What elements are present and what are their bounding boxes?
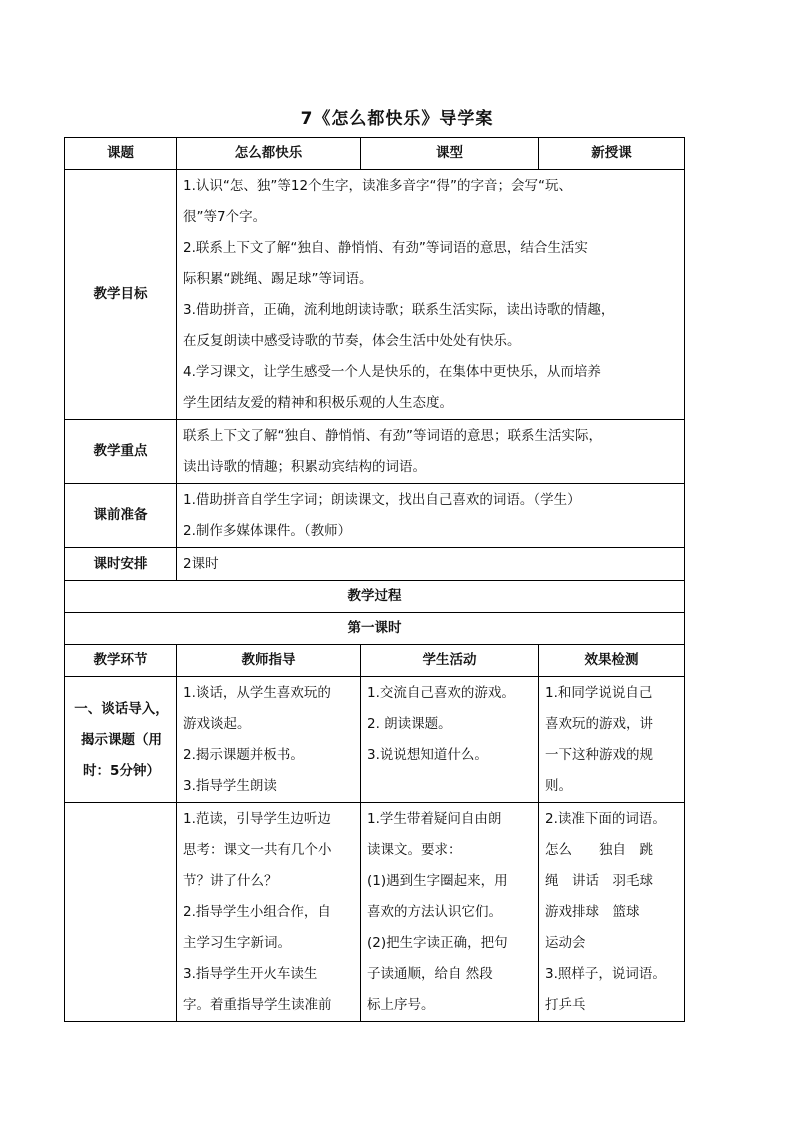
teacher-cell — [177, 803, 361, 1022]
check-line: 打乒乓 — [545, 997, 586, 1013]
student-cell — [361, 677, 539, 803]
student-line: 读课文。要求： — [367, 842, 462, 858]
check-line: 游戏排球 篮球 — [545, 904, 640, 920]
teacher-line: 1.范读，引导学生边听边 — [183, 811, 331, 827]
topic-value: 怎么都快乐 — [177, 138, 361, 170]
check-line: 1.和同学说说自己 — [545, 685, 653, 701]
goals-content — [177, 170, 685, 420]
process-title-row — [65, 581, 685, 613]
prep-line: 1.借助拼音自学生字词；朗读课文，找出自己喜欢的词语。（学生） — [183, 492, 581, 508]
teacher-line: 节？讲了什么？ — [183, 873, 278, 889]
student-line: (1)遇到生字圈起来，用 — [367, 873, 508, 889]
prep-label: 课前准备 — [65, 484, 177, 548]
prep-row — [65, 484, 685, 548]
stage-cell — [65, 803, 177, 1022]
student-line: 子读通顺，给自 然段 — [367, 966, 493, 982]
column-header-check: 效果检测 — [539, 645, 685, 677]
teacher-line: 2.指导学生小组合作，自 — [183, 904, 331, 920]
table-row — [65, 803, 685, 1022]
student-line: 3.说说想知道什么。 — [367, 747, 488, 763]
column-header-teacher: 教师指导 — [177, 645, 361, 677]
student-line: 1.学生带着疑问自由朗 — [367, 811, 502, 827]
student-line: 2. 朗读课题。 — [367, 716, 452, 732]
check-line: 喜欢玩的游戏，讲 — [545, 716, 653, 732]
student-line: 标上序号。 — [367, 997, 435, 1013]
page-title: 7《怎么都快乐》导学案 — [300, 109, 494, 129]
focus-content — [177, 420, 685, 484]
check-line: 一下这种游戏的规 — [545, 747, 653, 763]
stage-line: 一、谈话导入， — [74, 700, 169, 717]
goals-line: 在反复朗读中感受诗歌的节奏，体会生活中处处有快乐。 — [183, 333, 521, 349]
goals-row — [65, 170, 685, 420]
focus-row — [65, 420, 685, 484]
schedule-row — [65, 548, 685, 581]
check-line: 3.照样子，说词语。 — [545, 966, 666, 982]
goals-line: 3.借助拼音，正确，流利地朗读诗歌；联系生活实际，读出诗歌的情趣， — [183, 302, 615, 318]
lesson-title: 第一课时 — [65, 613, 685, 645]
check-line: 运动会 — [545, 935, 586, 951]
lesson-plan-table — [64, 137, 685, 1022]
check-cell — [539, 803, 685, 1022]
teacher-line: 3.指导学生朗读 — [183, 778, 277, 794]
teacher-line: 思考：课文一共有几个小 — [183, 842, 332, 858]
table-row — [65, 677, 685, 803]
student-line: 1.交流自己喜欢的游戏。 — [367, 685, 515, 701]
teacher-line: 主学习生字新词。 — [183, 935, 291, 951]
type-value: 新授课 — [539, 138, 685, 170]
goals-line: 很”等7个字。 — [183, 209, 267, 225]
prep-content — [177, 484, 685, 548]
topic-label: 课题 — [65, 138, 177, 170]
student-cell — [361, 803, 539, 1022]
teacher-line: 3.指导学生开火车读生 — [183, 966, 318, 982]
lesson-title-row — [65, 613, 685, 645]
goals-line: 1.认识“怎、独”等12个生字，读准多音字“得”的字音；会写“玩、 — [183, 178, 573, 194]
check-cell — [539, 677, 685, 803]
student-line: (2)把生字读正确，把句 — [367, 935, 508, 951]
focus-label: 教学重点 — [65, 420, 177, 484]
schedule-value: 2课时 — [177, 548, 685, 581]
teacher-line: 字。着重指导学生读准前 — [183, 997, 332, 1013]
check-line: 绳 讲话 羽毛球 — [545, 873, 653, 889]
stage-line: 时：5分钟） — [83, 762, 160, 779]
focus-line: 读出诗歌的情趣；积累动宾结构的词语。 — [183, 459, 426, 475]
prep-line: 2.制作多媒体课件。（教师） — [183, 523, 352, 539]
columns-header-row — [65, 645, 685, 677]
check-line: 怎么 独自 跳 — [545, 842, 653, 858]
process-title: 教学过程 — [65, 581, 685, 613]
goals-label: 教学目标 — [65, 170, 177, 420]
goals-line: 际积累“跳绳、踢足球”等词语。 — [183, 271, 373, 287]
schedule-label: 课时安排 — [65, 548, 177, 581]
goals-line: 4.学习课文，让学生感受一个人是快乐的，在集体中更快乐，从而培养 — [183, 364, 601, 380]
goals-line: 2.联系上下文了解“独自、静悄悄、有劲”等词语的意思，结合生活实 — [183, 240, 588, 256]
teacher-line: 游戏谈起。 — [183, 716, 251, 732]
goals-line: 学生团结友爱的精神和积极乐观的人生态度。 — [183, 395, 453, 411]
teacher-cell — [177, 677, 361, 803]
teacher-line: 2.揭示课题并板书。 — [183, 747, 304, 763]
stage-line: 揭示课题（用 — [81, 731, 162, 748]
column-header-student: 学生活动 — [361, 645, 539, 677]
teacher-line: 1.谈话，从学生喜欢玩的 — [183, 685, 331, 701]
header-row — [65, 138, 685, 170]
type-label: 课型 — [361, 138, 539, 170]
focus-line: 联系上下文了解“独自、静悄悄、有劲”等词语的意思；联系生活实际， — [183, 428, 602, 444]
check-line: 2.读准下面的词语。 — [545, 811, 666, 827]
check-line: 则。 — [545, 778, 572, 794]
stage-cell — [65, 677, 177, 803]
column-header-stage: 教学环节 — [65, 645, 177, 677]
student-line: 喜欢的方法认识它们。 — [367, 904, 502, 920]
